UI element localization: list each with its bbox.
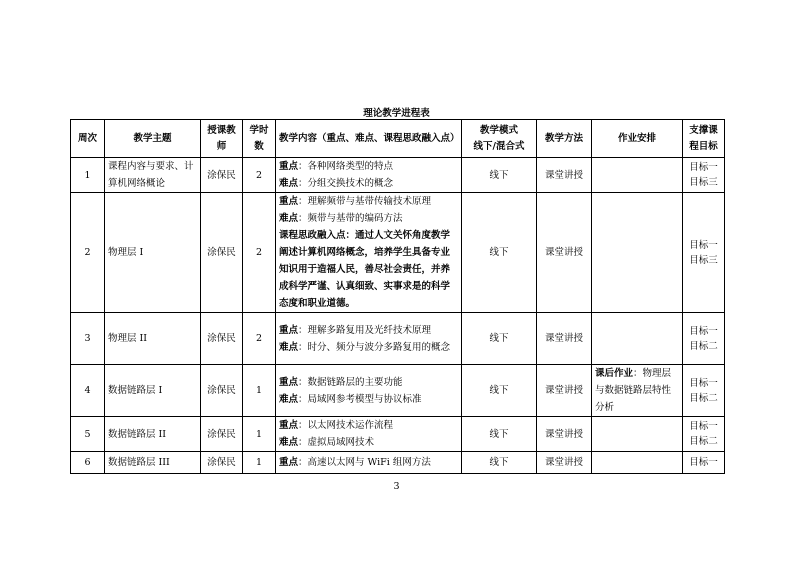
content-text: ：以太网技术运作流程 bbox=[298, 420, 394, 431]
content-label: 难点 bbox=[279, 341, 299, 353]
cell-homework bbox=[592, 158, 683, 193]
cell-homework bbox=[592, 193, 683, 313]
page-number: 3 bbox=[393, 481, 400, 492]
goal-item: 目标一 bbox=[689, 162, 718, 173]
cell-hours: 1 bbox=[243, 452, 276, 474]
content-text: ：频带与基带的编码方法 bbox=[298, 213, 403, 224]
content-text: ：各种网络类型的特点 bbox=[298, 161, 394, 172]
cell-week: 6 bbox=[71, 452, 105, 474]
content-label: 难点 bbox=[279, 437, 299, 448]
cell-content bbox=[276, 313, 462, 365]
table-row bbox=[71, 417, 725, 452]
cell-teacher: 涂保民 bbox=[201, 313, 243, 365]
goal-item: 目标一 bbox=[689, 377, 718, 389]
header-week: 周次 bbox=[71, 120, 105, 158]
homework-label: 课后作业 bbox=[595, 368, 634, 379]
content-text: ：分组交换技术的概念 bbox=[298, 178, 394, 189]
cell-teacher: 涂保民 bbox=[201, 193, 243, 313]
header-mode-line2: 线下/混合式 bbox=[473, 140, 525, 152]
cell-goals bbox=[683, 452, 725, 474]
cell-teacher: 涂保民 bbox=[201, 365, 243, 417]
cell-teacher: 涂保民 bbox=[201, 452, 243, 474]
cell-content bbox=[276, 193, 462, 313]
header-content: 教学内容（重点、难点、课程思政融入点） bbox=[276, 120, 462, 158]
goal-item: 目标二 bbox=[689, 392, 718, 404]
content-label: 难点 bbox=[279, 213, 299, 224]
cell-teacher: 涂保民 bbox=[201, 158, 243, 193]
table-caption: 理论教学进程表 bbox=[363, 108, 430, 119]
content-line bbox=[279, 339, 458, 356]
content-label: 重点 bbox=[279, 324, 299, 336]
content-line bbox=[279, 454, 458, 471]
cell-mode: 线下 bbox=[462, 158, 537, 193]
cell-hours: 2 bbox=[243, 313, 276, 365]
content-label: 重点 bbox=[279, 420, 299, 431]
goal-item: 目标一 bbox=[689, 325, 718, 337]
cell-content bbox=[276, 452, 462, 474]
header-goals: 支撑课程目标 bbox=[683, 120, 725, 158]
content-label: 重点 bbox=[279, 376, 299, 388]
table-row bbox=[71, 452, 725, 474]
cell-homework bbox=[592, 417, 683, 452]
content-label: 重点 bbox=[279, 457, 299, 468]
cell-goals bbox=[683, 365, 725, 417]
cell-content bbox=[276, 365, 462, 417]
cell-homework bbox=[592, 452, 683, 474]
cell-topic: 数据链路层 III bbox=[105, 452, 201, 474]
header-topic: 教学主题 bbox=[105, 120, 201, 158]
cell-homework bbox=[592, 365, 683, 417]
content-text: ：时分、频分与波分多路复用的概念 bbox=[298, 341, 451, 353]
table-row bbox=[71, 193, 725, 313]
cell-method: 课堂讲授 bbox=[537, 193, 592, 313]
goal-item: 目标二 bbox=[689, 340, 718, 352]
goal-item: 目标三 bbox=[689, 254, 718, 266]
cell-topic: 课程内容与要求、计算机网络概论 bbox=[105, 158, 201, 193]
content-line bbox=[279, 193, 458, 210]
content-line bbox=[279, 374, 458, 391]
teaching-schedule-table bbox=[70, 119, 725, 474]
content-text: ：理解频带与基带传输技术原理 bbox=[298, 196, 432, 207]
cell-hours: 2 bbox=[243, 158, 276, 193]
content-line bbox=[279, 158, 458, 175]
cell-mode: 线下 bbox=[462, 417, 537, 452]
homework-text: ：物理层与数据链路层特性分析 bbox=[595, 368, 672, 413]
cell-content bbox=[276, 417, 462, 452]
goal-item: 目标一 bbox=[689, 457, 718, 468]
cell-week: 4 bbox=[71, 365, 105, 417]
header-homework: 作业安排 bbox=[592, 120, 683, 158]
cell-content bbox=[276, 158, 462, 193]
content-text: ：虚拟局域网技术 bbox=[298, 437, 375, 448]
cell-week: 5 bbox=[71, 417, 105, 452]
content-text: ：数据链路层的主要功能 bbox=[298, 376, 403, 388]
table-header-row bbox=[71, 120, 725, 158]
ideology-paragraph bbox=[279, 227, 458, 312]
cell-teacher: 涂保民 bbox=[201, 417, 243, 452]
cell-hours: 2 bbox=[243, 193, 276, 313]
content-label: 重点 bbox=[279, 196, 299, 207]
cell-homework bbox=[592, 313, 683, 365]
cell-mode: 线下 bbox=[462, 452, 537, 474]
cell-goals bbox=[683, 158, 725, 193]
content-line bbox=[279, 322, 458, 339]
content-text: ：局域网参考模型与协议标准 bbox=[298, 393, 422, 405]
content-label: 难点 bbox=[279, 178, 299, 189]
cell-hours: 1 bbox=[243, 365, 276, 417]
cell-hours: 1 bbox=[243, 417, 276, 452]
ideology-label: 课程思政融入点： bbox=[279, 230, 356, 241]
content-text: ：理解多路复用及光纤技术原理 bbox=[298, 324, 432, 336]
header-mode-line1: 教学模式 bbox=[479, 124, 518, 136]
table-row bbox=[71, 365, 725, 417]
cell-goals bbox=[683, 193, 725, 313]
cell-goals bbox=[683, 313, 725, 365]
cell-method: 课堂讲授 bbox=[537, 158, 592, 193]
header-method: 教学方法 bbox=[537, 120, 592, 158]
content-line bbox=[279, 417, 458, 434]
content-label: 难点 bbox=[279, 393, 299, 405]
header-teacher: 授课教师 bbox=[201, 120, 243, 158]
content-line bbox=[279, 210, 458, 227]
goal-item: 目标一 bbox=[689, 239, 718, 251]
cell-week: 2 bbox=[71, 193, 105, 313]
goal-item: 目标三 bbox=[689, 177, 718, 188]
content-label: 重点 bbox=[279, 161, 299, 172]
cell-method: 课堂讲授 bbox=[537, 365, 592, 417]
goal-item: 目标一 bbox=[689, 421, 718, 432]
content-line bbox=[279, 434, 458, 451]
cell-topic: 物理层 II bbox=[105, 313, 201, 365]
header-hours: 学时数 bbox=[243, 120, 276, 158]
ideology-text: 通过人文关怀角度教学阐述计算机网络概念，培养学生具备专业知识用于造福人民，善尽社会责任，并养成科学严谨、认真细致、实事求是的科学态度和职业道德。 bbox=[279, 230, 451, 309]
cell-goals bbox=[683, 417, 725, 452]
content-line bbox=[279, 391, 458, 408]
table-row bbox=[71, 313, 725, 365]
cell-method: 课堂讲授 bbox=[537, 313, 592, 365]
content-text: ：高速以太网与 WiFi 组网方法 bbox=[298, 457, 431, 468]
cell-mode: 线下 bbox=[462, 365, 537, 417]
cell-method: 课堂讲授 bbox=[537, 452, 592, 474]
content-line bbox=[279, 175, 458, 192]
cell-topic: 数据链路层 II bbox=[105, 417, 201, 452]
header-mode bbox=[462, 120, 537, 158]
goal-item: 目标二 bbox=[689, 436, 718, 447]
cell-topic: 数据链路层 I bbox=[105, 365, 201, 417]
cell-week: 1 bbox=[71, 158, 105, 193]
cell-method: 课堂讲授 bbox=[537, 417, 592, 452]
cell-topic: 物理层 I bbox=[105, 193, 201, 313]
cell-mode: 线下 bbox=[462, 313, 537, 365]
table-row bbox=[71, 158, 725, 193]
cell-mode: 线下 bbox=[462, 193, 537, 313]
cell-week: 3 bbox=[71, 313, 105, 365]
